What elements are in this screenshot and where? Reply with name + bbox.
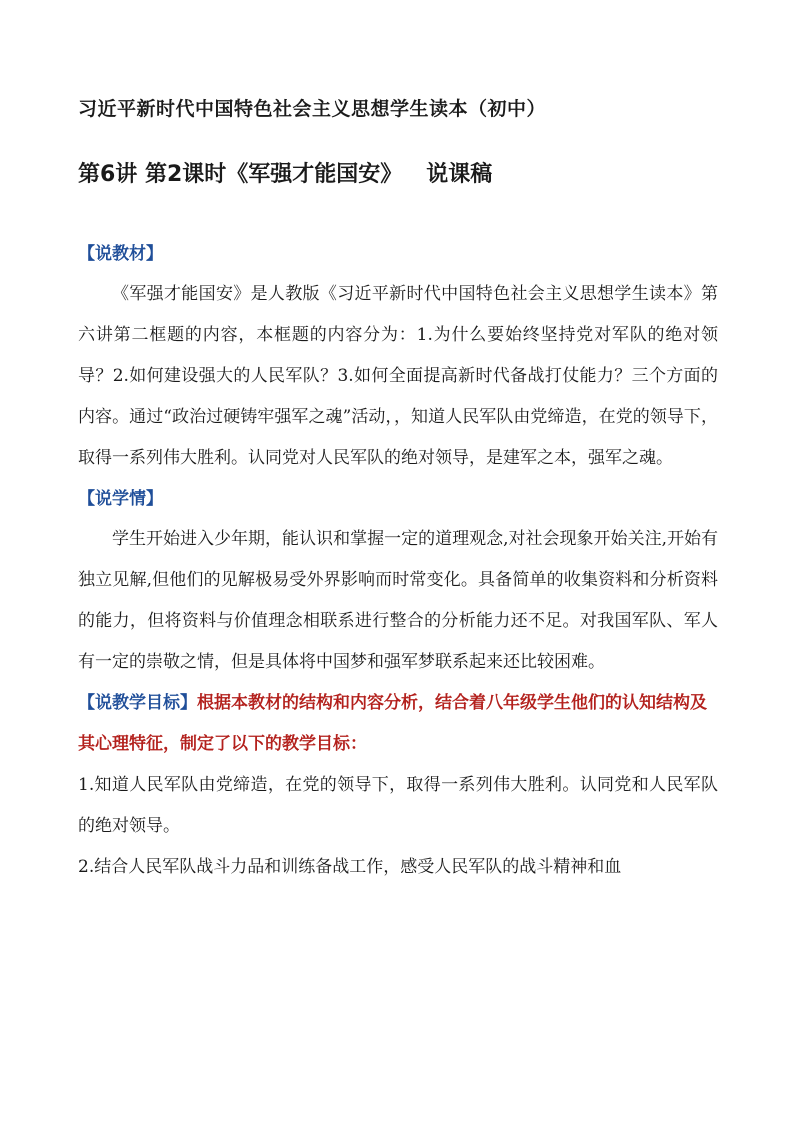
section-heading-goals: 【说教学目标】 <box>78 693 197 713</box>
section-text-material: 《军强才能国安》是人教版《习近平新时代中国特色社会主义思想学生读本》第六讲第二框题的内容，本框题的内容分为：1.为什么要始终坚持党对军队的绝对领导？2.如何建设强大的人民军队？3.如何全面提高新时代备战打仗能力？三个方面的内容。通过“政治过硬铸牢强军之魂”活动，，知道人民军队由党缔造，在党的领导下，取得一系列伟大胜利。认同党对人民军队的绝对领导，是建军之本，强军之魂。 <box>78 284 718 468</box>
section-text-students: 学生开始进入少年期，能认识和掌握一定的道理观念,对社会现象开始关注,开始有独立见解,但他们的见解极易受外界影响而时常变化。具备简单的收集资料和分析资料的能力，但将资料与价值理念相联系进行整合的分析能力还不足。对我国军队、军人有一定的崇敬之情，但是具体将中国梦和强军梦联系起来还比较困难。 <box>78 529 718 672</box>
section-heading-students: 【说学情】 <box>78 489 163 509</box>
section-heading-material: 【说教材】 <box>78 244 163 264</box>
goals-intro: 根据本教材的结构和内容分析，结合着八年级学生他们的认知结构及其心理特征，制定了以下的教学目标： <box>78 693 707 754</box>
lesson-title <box>78 160 718 190</box>
goal-item-2: 2.结合人民军队战斗力品和训练备战工作，感受人民军队的战斗精神和血 <box>78 857 622 877</box>
goal-item-1: 1.知道人民军队由党缔造，在党的领导下，取得一系列伟大胜利。认同党和人民军队的绝对领导。 <box>78 775 718 836</box>
section-students <box>78 479 718 683</box>
document-page <box>78 96 718 888</box>
section-material <box>78 234 718 479</box>
book-title: 习近平新时代中国特色社会主义思想学生读本（初中） <box>78 98 547 120</box>
lesson-title-main: 第6讲 第2课时《军强才能国安》 <box>78 162 403 187</box>
lesson-title-suffix: 说课稿 <box>426 162 493 187</box>
section-goals <box>78 683 718 888</box>
goals-intro-line <box>78 683 718 765</box>
